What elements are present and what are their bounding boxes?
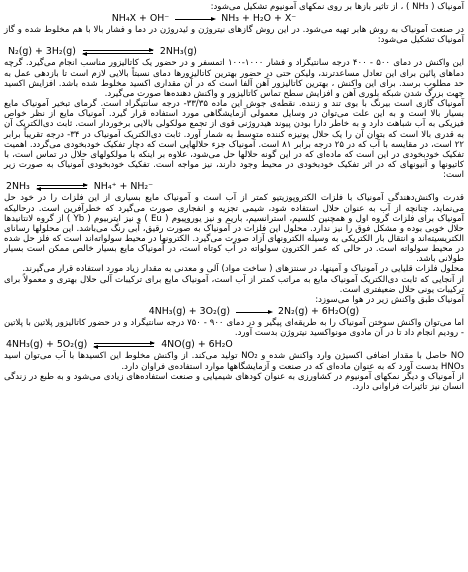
equation-products: 4NO(g) + 6H₂O xyxy=(161,339,233,351)
equation-base-reaction xyxy=(4,13,464,24)
equation-combustion xyxy=(4,306,464,317)
equation-autoionization xyxy=(4,181,464,192)
equation-products: 2N₂(g) + 6H₂O(g) xyxy=(277,306,360,318)
equation-haber xyxy=(4,46,464,57)
intro-paragraph: آمونیاک ( NH₃ ) ، از تاثیر بازها بر روی نمکهای آمونیوم تشکیل می‌شود: xyxy=(210,2,464,12)
equation-products: 2NH₃(g) xyxy=(159,46,197,58)
equation-reactants: 2NH₃ xyxy=(6,181,30,193)
equation-products: NH₃ + H₂O + X⁻ xyxy=(221,13,297,25)
reaction-arrow-icon xyxy=(175,15,215,23)
equilibrium-arrow-icon xyxy=(83,48,153,56)
equilibrium-arrow-icon xyxy=(94,341,154,349)
equation-oxidation xyxy=(4,339,464,350)
solvent-paragraph: از آنجایی که ثابت دی‌الکتریک آمونیاک مایع به مراتب کمتر از آب است، آمونیاک مایع برای ترکیبات آلی حلال بهتری و معمولاً برای ترکیبات یونی حلال ضعیفتری است. xyxy=(4,274,464,295)
equation-reactants: 4NH₃(g) + 3O₂(g) xyxy=(148,306,231,318)
equation-reactants: NH₄X + OH⁻ xyxy=(111,13,170,25)
nitric-acid-paragraph: NO حاصل با مقدار اضافی اکسیژن وارد واکنش شده و NO₂ تولید می‌کند. از واکنش مخلوط این اکسیدها با آب می‌توان اسید HNO₃ بدست آورد که به عنوان ماده‌ای که در صنعت و آزمایشگاهها موارد استفاده‌ی فراوان دارد. xyxy=(4,351,464,372)
haber-paragraph: در صنعت آمونیاک به روش هابر تهیه می‌شود. در این روش گازهای نیتروژن و ئیدروژن در دما و فشار بالا با هم مخلوط شده و گاز آمونیاک تشکیل می‌شود: xyxy=(4,25,464,46)
equilibrium-arrow-icon xyxy=(37,183,87,191)
equation-products: NH₄⁺ + NH₂⁻ xyxy=(93,181,154,193)
metals-paragraph: قدرت واکنش‌دهندگی آمونیاک با فلزات الکتروپوزیتیو کمتر از آب است و آمونیاک مایع بسیاری از این فلزات را در خود حل می‌نماید، چنانچه از آب به عنوان حلال استفاده شود، شیمی تجزیه و انفجاری صورت می‌گیرد که خطرآفرین است. درحالیکه آمونیاک برای فلزات گروه اول و همچنین کلسیم، استرانسیم، باریم و نیز یوروپیوم ( Eu ) و نیز ایتربیوم ( Yb ) از گروه لانتانیدها حلال خوبی بوده و مشکل فوق را نیز ندارد. محلول این فلزات در آمونیاک به صورت رقیق، آبی رنگ می‌باشد. این محلولها رسانای الکتریسیته‌اند و انتقال بار الکتریکی به وسیله الکترونهای آزاد صورت می‌گیرد. الکترونها در محیط سولواته‌اند است که فلز حل شده در محیط سولواته است. در حالی که عمر الکترون سولواته در آب کوتاه است، در آمونیاک مایع بسیار خالص ممکن است بسیار طولانی باشد. xyxy=(4,193,464,265)
alkali-solutions-paragraph: محلول فلزات قلیایی در آمونیاک و آمینها، در سنتزهای ( ساخت مواد) آلی و معدنی به مقدار زیاد مورد استفاده قرار می‌گیرند. xyxy=(22,264,464,275)
properties-paragraph: آمونیاک گازی است بیرنگ با بوی تند و زننده. نقطه‌ی جوش این ماده ۳۳/۳۵- درجه سانتیگراد است. گرمای تبخیر آمونیاک مایع بسیار بالا است و به این علت می‌توان در وسایل معمولی آزمایشگاهی مورد استفاده قرار گیرد. آمونیاک مایع از نظر خواص فیزیکی به آب شباهت دارد و به خاطر دارا بودن پیوند هیدروژنی قوی از تجمع مولکولی بالایی برخوردار است. ثابت دی‌الکتریک آن به قدری بالا است که بتوان آن را یک حلال یونیزه کننده متوسط به شمار آورد. ثابت دی‌الکتریک آمونیاک در ۳۴- درجه تقریباً برابر ۲۲ است، در مقایسه با آب که در ۲۵ درجه برابر ۸۱ است. آمونیاک جزء حلالهایی است که دچار تفکیک خودبخودی می‌گردد. اهمیت تفکیک خودبخودی در این است که ماده‌ای که در این گونه حلالها حل می‌شود، علاوه بر اینکه با مولکولهای حلال در تماس است، با کاتیونها و آنیونهای که در اثر تفکیک خودبخودی در محیط وجود دارند، نیز مواجه است. تفکیک خودبخودی آمونیاک به صورت زیر است: xyxy=(4,99,465,181)
fertilizer-paragraph: از آمونیاک و دیگر نمکهای آمونیوم در کشاورزی به عنوان کودهای شیمیایی و صنعت استفاده‌های زیادی می‌شود و به طبع در زندگی انسان نیز تاثیرات فراوانی دارد. xyxy=(4,371,464,392)
reaction-arrow-icon xyxy=(236,308,272,316)
combustion-intro: آمونیاک طبق واکنش زیر در هوا می‌سوزد: xyxy=(315,294,464,305)
catalytic-oxidation-paragraph: اما می‌توان واکنش سوختن آمونیاک را به طریقه‌ای پیگیر و در دمای ۹۰۰ - ۷۵۰ درجه سانتیگراد و در حضور کاتالیزور پلاتین با پلاتین - رودیم انجام داد تا در آن مادوی مونواکسید نیتروژن بدست آورد. xyxy=(4,318,465,339)
equation-reactants: N₂(g) + 3H₂(g) xyxy=(8,46,76,58)
conditions-paragraph: این واکنش در دمای ۵۰۰ - ۴۰۰ درجه سانتیگراد و فشار ۱۰۰۰-۱۰۰ اتمسفر و در حضور یک کاتالیزور مناسب انجام می‌گیرد. گرچه دماهای پائین برای این تعادل مساعدترند، ولیکن حتی در حضور بهترین کاتالیزورها دمای نسبتاً بالایی لازم است تا بازدهی عمل به حد مطلوب برسد. برای این واکنش ، بهترین کاتالیزور آهن آلفا است که در آن مقداری اکسید مخلوط شده باشد. افزایش اکسید جهت بزرگ شدن شبکه بلوری آهن و افزایش سطح تماس کاتالیزور و واکنش دهنده‌ها صورت می‌گیرد. xyxy=(4,58,464,99)
equation-reactants: 4NH₃(g) + 5O₂(g) xyxy=(6,339,88,351)
